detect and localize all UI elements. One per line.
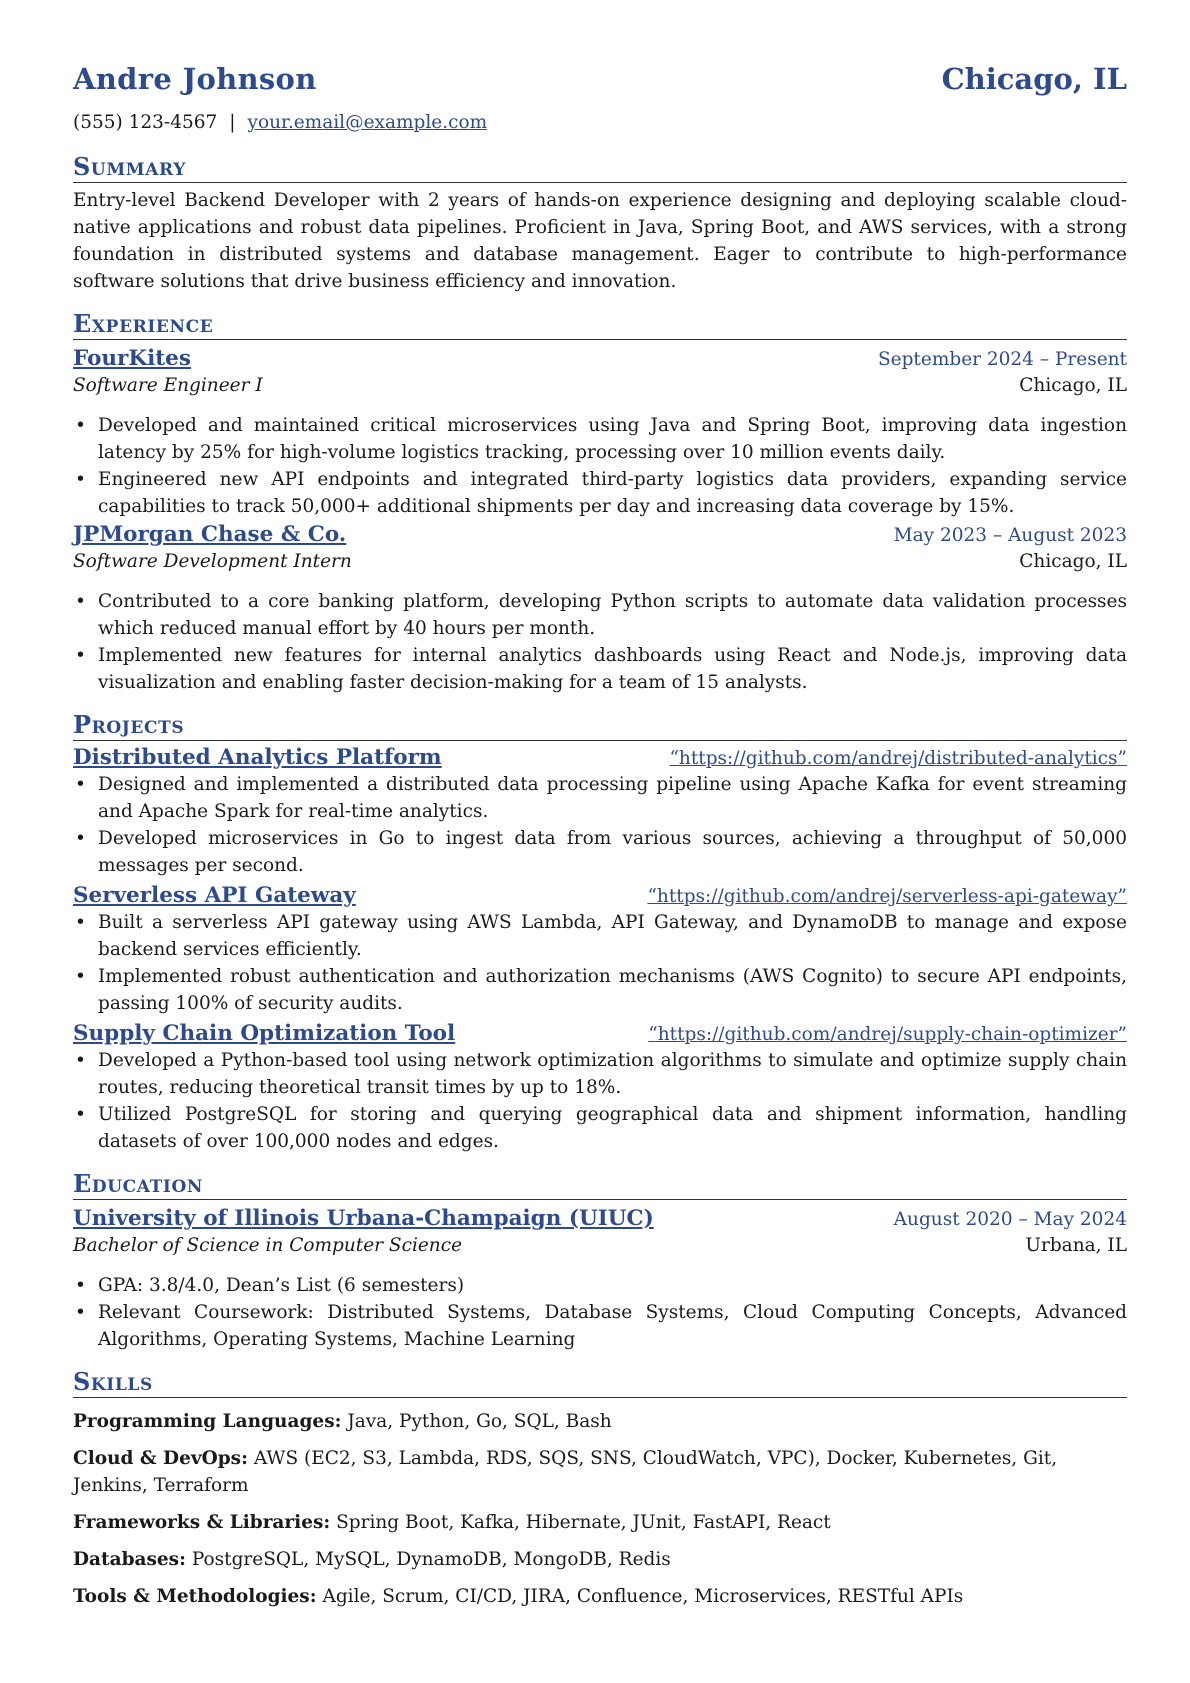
- skill-row: [73, 1546, 1127, 1573]
- list-item: • Developed and maintained critical microservices using Java and Spring Boot, improving data ingestion latency by 25% for high-volume logistics tracking, processing over 10 million events daily.: [73, 412, 1127, 466]
- job-bullets: [73, 412, 1127, 520]
- skill-label: Cloud & DevOps:: [73, 1448, 248, 1469]
- summary-text: Entry-level Backend Developer with 2 years of hands-on experience designing and deploying scalable cloud-native applications and robust data pipelines. Proficient in Java, Spring Boot, and AWS services, with a strong foundation in distributed systems and database management. Eager to contribute to high-performance software solutions that drive business efficiency and innovation.: [73, 190, 1127, 292]
- skill-label: Tools & Methodologies:: [73, 1586, 317, 1607]
- list-item: • Engineered new API endpoints and integrated third-party logistics data providers, expanding service capabilities to track 50,000+ additional shipments per day and increasing data coverage by 15%.: [73, 466, 1127, 520]
- education-entry: [73, 1206, 1127, 1353]
- company-link[interactable]: JPMorgan Chase & Co.: [73, 522, 347, 547]
- job-role: Software Engineer I: [73, 375, 263, 396]
- contact-line: [73, 112, 1127, 140]
- project-header: [73, 745, 1127, 771]
- contact-separator: |: [229, 112, 236, 133]
- resume-page: [73, 62, 1127, 1610]
- section-title-experience: Experience: [73, 309, 1127, 340]
- entry-header: [73, 346, 1127, 375]
- school-location: Urbana, IL: [1025, 1235, 1127, 1256]
- section-title-skills: Skills: [73, 1367, 1127, 1398]
- email-link[interactable]: your.email@example.com: [247, 112, 488, 133]
- job-dates: September 2024 – Present: [877, 349, 1127, 370]
- experience-entry-fourkites: [73, 346, 1127, 520]
- project-url-link[interactable]: “https://github.com/andrej/distributed-analytics”: [669, 748, 1127, 769]
- project-entry: [73, 745, 1127, 879]
- skill-row: [73, 1583, 1127, 1610]
- job-dates: May 2023 – August 2023: [893, 525, 1127, 546]
- project-name-link[interactable]: Serverless API Gateway: [73, 883, 356, 908]
- list-item: • GPA: 3.8/4.0, Dean’s List (6 semesters): [73, 1272, 1127, 1299]
- education-bullets: [73, 1272, 1127, 1353]
- skill-label: Programming Languages:: [73, 1411, 342, 1432]
- school-link[interactable]: University of Illinois Urbana-Champaign (UIUC): [73, 1206, 654, 1231]
- project-bullets: [73, 771, 1127, 879]
- skill-value: AWS (EC2, S3, Lambda, RDS, SQS, SNS, CloudWatch, VPC), Docker, Kubernetes, Git, Jenkins, Terraform: [73, 1448, 1058, 1496]
- section-title-summary: Summary: [73, 152, 1127, 183]
- list-item: • Relevant Coursework: Distributed Systems, Database Systems, Cloud Computing Concepts, Advanced Algorithms, Operating Systems, Machine Learning: [73, 1299, 1127, 1353]
- phone-number: (555) 123-4567: [73, 112, 218, 133]
- entry-header: [73, 1206, 1127, 1235]
- list-item: • Built a serverless API gateway using AWS Lambda, API Gateway, and DynamoDB to manage and expose backend services efficiently.: [73, 909, 1127, 963]
- section-title-projects: Projects: [73, 710, 1127, 741]
- project-bullets: [73, 1047, 1127, 1155]
- project-header: [73, 1021, 1127, 1047]
- entry-subheader: [73, 551, 1127, 580]
- project-entry: [73, 883, 1127, 1017]
- skill-row: [73, 1445, 1127, 1499]
- candidate-name: Andre Johnson: [73, 62, 317, 96]
- project-name-link[interactable]: Supply Chain Optimization Tool: [73, 1021, 456, 1046]
- entry-subheader: [73, 375, 1127, 404]
- skill-row: [73, 1408, 1127, 1435]
- job-bullets: [73, 588, 1127, 696]
- list-item: • Developed a Python-based tool using network optimization algorithms to simulate and optimize supply chain routes, reducing theoretical transit times by up to 18%.: [73, 1047, 1127, 1101]
- project-url-link[interactable]: “https://github.com/andrej/supply-chain-optimizer”: [648, 1024, 1127, 1045]
- candidate-location: Chicago, IL: [941, 62, 1127, 96]
- entry-header: [73, 522, 1127, 551]
- list-item: • Utilized PostgreSQL for storing and querying geographical data and shipment information, handling datasets of over 100,000 nodes and edges.: [73, 1101, 1127, 1155]
- skill-label: Frameworks & Libraries:: [73, 1512, 331, 1533]
- project-entry: [73, 1021, 1127, 1155]
- skill-value: Java, Python, Go, SQL, Bash: [347, 1411, 612, 1432]
- skill-value: PostgreSQL, MySQL, DynamoDB, MongoDB, Redis: [191, 1549, 671, 1570]
- section-title-education: Education: [73, 1169, 1127, 1200]
- list-item: • Designed and implemented a distributed data processing pipeline using Apache Kafka for event streaming and Apache Spark for real-time analytics.: [73, 771, 1127, 825]
- entry-subheader: [73, 1235, 1127, 1264]
- job-role: Software Development Intern: [73, 551, 352, 572]
- experience-entry-jpmorgan: [73, 522, 1127, 696]
- skill-value: Agile, Scrum, CI/CD, JIRA, Confluence, Microservices, RESTful APIs: [322, 1586, 964, 1607]
- skill-value: Spring Boot, Kafka, Hibernate, JUnit, FastAPI, React: [336, 1512, 831, 1533]
- list-item: • Contributed to a core banking platform, developing Python scripts to automate data validation processes which reduced manual effort by 40 hours per month.: [73, 588, 1127, 642]
- education-dates: August 2020 – May 2024: [893, 1209, 1127, 1230]
- degree: Bachelor of Science in Computer Science: [73, 1235, 463, 1256]
- company-link[interactable]: FourKites: [73, 346, 191, 371]
- list-item: • Implemented robust authentication and authorization mechanisms (AWS Cognito) to secure API endpoints, passing 100% of security audits.: [73, 963, 1127, 1017]
- list-item: • Developed microservices in Go to ingest data from various sources, achieving a throughput of 50,000 messages per second.: [73, 825, 1127, 879]
- resume-header: [73, 62, 1127, 104]
- list-item: • Implemented new features for internal analytics dashboards using React and Node.js, improving data visualization and enabling faster decision-making for a team of 15 analysts.: [73, 642, 1127, 696]
- job-location: Chicago, IL: [1019, 551, 1127, 572]
- skill-row: [73, 1509, 1127, 1536]
- project-bullets: [73, 909, 1127, 1017]
- project-name-link[interactable]: Distributed Analytics Platform: [73, 745, 442, 770]
- skill-label: Databases:: [73, 1549, 186, 1570]
- job-location: Chicago, IL: [1019, 375, 1127, 396]
- project-header: [73, 883, 1127, 909]
- project-url-link[interactable]: “https://github.com/andrej/serverless-api-gateway”: [647, 886, 1127, 907]
